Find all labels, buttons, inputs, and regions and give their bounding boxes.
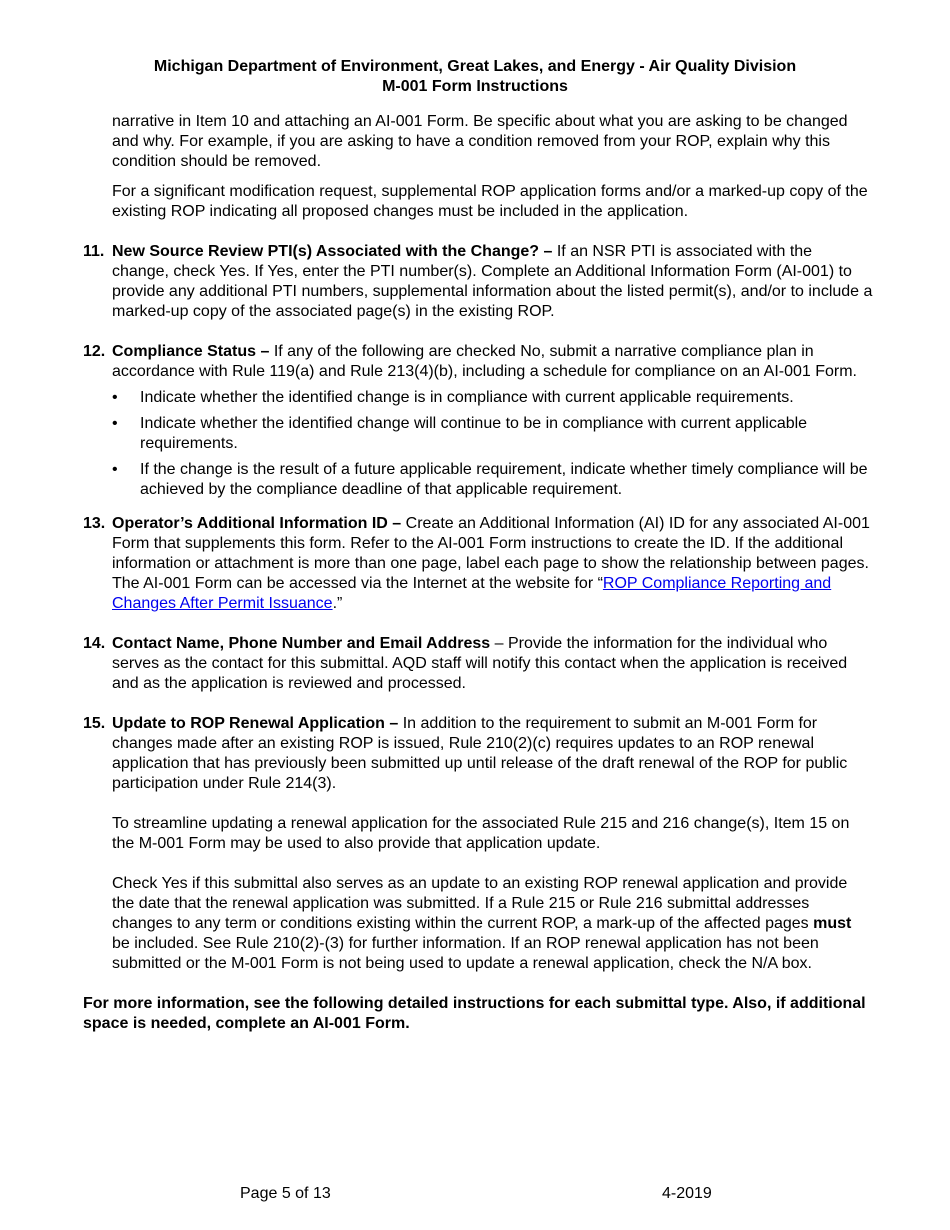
instructions-body — [83, 112, 873, 1034]
item-15 — [83, 714, 873, 974]
document-header — [0, 57, 950, 97]
item-15-paragraph-3 — [112, 874, 873, 974]
item-number: 13. — [83, 515, 106, 532]
item-11-body: If an NSR PTI is associated with the change, check Yes. If Yes, enter the PTI number(s). Complete an Additional Information Form (AI-001) to provide any additional PTI numbers, supplemental information about the listed permit(s), and/or to include a marked-up copy of the associated page(s) in the existing ROP. — [112, 243, 873, 320]
item-13-title: Operator’s Additional Information ID – — [112, 515, 402, 532]
bullet-item — [83, 388, 873, 408]
item-number: 15. — [83, 715, 106, 732]
item-11-title: New Source Review PTI(s) Associated with the Change? – — [112, 243, 553, 260]
item-15-p3-end: be included. See Rule 210(2)-(3) for further information. If an ROP renewal application has not been submitted or the M-001 Form is not being used to update a renewal application, check the N/A box. — [112, 935, 819, 972]
item-15-paragraph-2: To streamline updating a renewal application for the associated Rule 215 and 216 change(s), Item 15 on the M-001 Form may be used to also provide that application update. — [112, 815, 850, 852]
intro-paragraph-2: For a significant modification request, supplemental ROP application forms and/or a marked-up copy of the existing ROP indicating all proposed changes must be included in the application. — [112, 183, 868, 220]
item-12-title: Compliance Status – — [112, 343, 270, 360]
header-agency: Michigan Department of Environment, Great Lakes, and Energy - Air Quality Division — [153, 58, 797, 75]
intro-paragraph-1: narrative in Item 10 and attaching an AI-001 Form. Be specific about what you are asking to be changed and why. For example, if you are asking to have a condition removed from your ROP, explain why this condition should be removed. — [112, 113, 848, 170]
item-15-body: In addition to the requirement to submit an M-001 Form for changes made after an existing ROP is issued, Rule 210(2)(c) requires updates to an ROP renewal application that has previously been submitted up until release of the draft renewal of the ROP for public participation under Rule 214(3). — [112, 715, 848, 792]
item-13-body: Create an Additional Information (AI) ID for any associated AI-001 Form that supplements this form. Refer to the AI-001 Form instructions to create the ID. If the additional information or attachment is more than one page, label each page to show the relationship between pages. The AI-001 Form can be accessed via the Internet at the website for “ — [112, 515, 870, 592]
item-12-text — [112, 342, 873, 382]
item-13 — [83, 514, 873, 614]
item-11-text — [112, 242, 873, 322]
item-15-title: Update to ROP Renewal Application – — [112, 715, 399, 732]
item-12 — [83, 342, 873, 382]
item-11 — [83, 242, 873, 322]
item-13-text — [112, 514, 873, 614]
compliance-bullet-list — [83, 388, 873, 500]
bullet-icon: • — [112, 389, 118, 406]
item-12-body: If any of the following are checked No, submit a narrative compliance plan in accordance with Rule 119(a) and Rule 213(4)(b), including a schedule for compliance on an AI-001 Form. — [112, 343, 857, 380]
item-14 — [83, 634, 873, 694]
bullet-icon: • — [112, 461, 118, 478]
item-15-text — [112, 714, 873, 794]
item-14-body: – Provide the information for the individual who serves as the contact for this submittal. AQD staff will notify this contact when the application is received and as the application is reviewed and processed. — [112, 635, 848, 692]
item-13-after-link: .” — [332, 595, 343, 612]
final-note: For more information, see the following detailed instructions for each submittal type. Also, if additional space is needed, complete an AI-001 Form. — [83, 995, 866, 1032]
item-14-title: Contact Name, Phone Number and Email Address — [112, 635, 491, 652]
rop-compliance-link[interactable]: ROP Compliance Reporting and Changes After Permit Issuance — [112, 575, 832, 612]
item-number: 14. — [83, 635, 106, 652]
bullet-text: Indicate whether the identified change will continue to be in compliance with current applicable requirements. — [140, 415, 808, 452]
item-number: 12. — [83, 343, 106, 360]
bullet-item — [83, 414, 873, 454]
bullet-text: Indicate whether the identified change is in compliance with current applicable requirements. — [140, 389, 794, 406]
bullet-item — [83, 460, 873, 500]
bullet-icon: • — [112, 415, 118, 432]
footer-revision-date: 4-2019 — [662, 1185, 712, 1202]
bullet-text: If the change is the result of a future applicable requirement, indicate whether timely compliance will be achieved by the compliance deadline of that applicable requirement. — [140, 461, 868, 498]
item-14-text — [112, 634, 873, 694]
footer-page-number: Page 5 of 13 — [240, 1185, 331, 1202]
item-15-p3-start: Check Yes if this submittal also serves as an update to an existing ROP renewal application and provide the date that the renewal application was submitted. If a Rule 215 or Rule 216 submittal addresses changes to any term or conditions existing within the current ROP, a mark-up of the affected pages — [112, 875, 848, 932]
item-number: 11. — [83, 243, 105, 260]
header-form-title: M-001 Form Instructions — [382, 78, 568, 95]
item-15-must: must — [813, 915, 852, 932]
